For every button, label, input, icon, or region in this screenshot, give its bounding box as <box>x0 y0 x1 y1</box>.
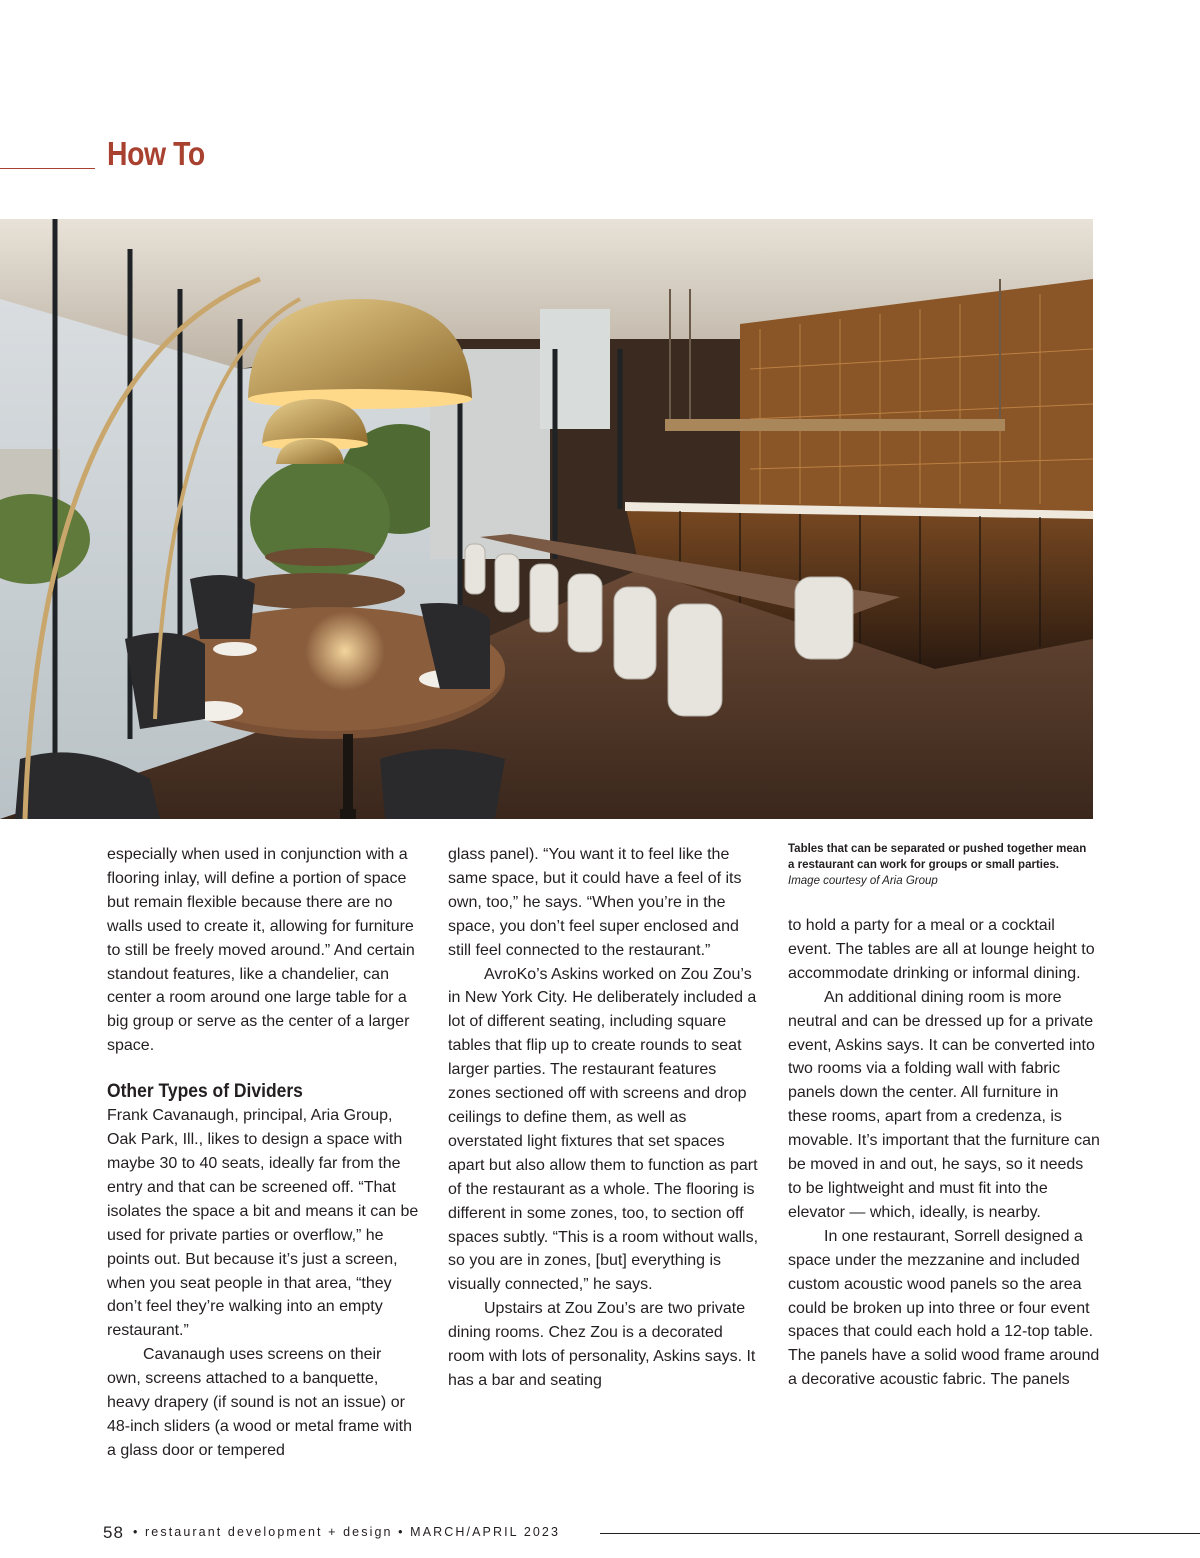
paragraph: glass panel). “You want it to feel like the same space, but it could have a feel of its own, too,” he says. “When you’re in the space, you don’t feel super enclosed and still feel connected to the restaurant.” <box>448 846 742 959</box>
paragraph: An additional dining room is more neutral and can be dressed up for a private event, Askins says. It can be converted into two rooms via a folding wall with fabric panels down the center. All furniture in these rooms, apart from a credenza, is movable. It’s important that the furniture can be moved in and out, he says, so it needs to be lightweight and must fit into the elevator — which, ideally, is nearby. <box>788 988 1100 1221</box>
caption-text: Tables that can be separated or pushed together mean a restaurant can work for groups or small parties. <box>788 843 1087 871</box>
article-column-1 <box>107 843 419 1463</box>
paragraph: Cavanaugh uses screens on their own, screens attached to a banquette, heavy drapery (if sound is not an issue) or 48-inch sliders (a wood or metal frame with a glass door or tempered <box>107 1346 413 1459</box>
paragraph: to hold a party for a meal or a cocktail event. The tables are all at lounge height to accommodate drinking or informal dining. <box>788 917 1095 982</box>
paragraph: AvroKo’s Askins worked on Zou Zou’s in New York City. He deliberately included a lot of different seating, including square tables that flip up to create rounds to seat larger parties. The restaurant features zones sectioned off with screens and drop ceilings to define them, as well as overstated light fixtures that set spaces apart but also allow them to function as part of the restaurant as a whole. The flooring is different in some zones, too, to section off spaces subtly. “This is a room without walls, so you are in zones, [but] everything is visually connected,” he says. <box>448 965 759 1294</box>
paragraph: Upstairs at Zou Zou’s are two private dining rooms. Chez Zou is a decorated room with lots of personality, Askins says. It has a bar and seating <box>448 1300 756 1389</box>
caption-credit: Image courtesy of Aria Group <box>788 874 938 887</box>
page-number: 58 <box>103 1523 124 1542</box>
paragraph: Frank Cavanaugh, principal, Aria Group, Oak Park, Ill., likes to design a space with maybe 30 to 40 seats, ideally far from the entry and that can be screened off. “That isolates the space a bit and means it can be used for private parties or overflow,” he points out. But because it’s just a screen, when you seat people in that area, “they don’t feel they’re walking into an empty restaurant.” <box>107 1107 419 1340</box>
publication-line: • restaurant development + design • MARCH/APRIL 2023 <box>133 1525 561 1539</box>
section-rule <box>0 168 95 169</box>
subheading: Other Types of Dividers <box>107 1081 303 1103</box>
article-column-3 <box>788 914 1100 1392</box>
restaurant-dining-room-photo <box>0 219 1093 819</box>
section-title: How To <box>107 135 205 172</box>
paragraph: In one restaurant, Sorrell designed a space under the mezzanine and included custom acoustic wood panels so the area could be broken up into three or four event spaces that could each hold a 12-top table. The panels have a solid wood frame around a decorative acoustic fabric. The panels <box>788 1227 1100 1389</box>
footer-rule <box>600 1533 1200 1534</box>
photo-caption <box>788 842 1093 889</box>
article-column-2 <box>448 843 760 1393</box>
paragraph: especially when used in conjunction with a flooring inlay, will define a portion of space but remain flexible because there are no walls used to create it, allowing for furniture to still be freely moved around.” And certain standout features, like a chandelier, can center a room around one large table for a big group or serve as the center of a larger space. <box>107 846 415 1055</box>
